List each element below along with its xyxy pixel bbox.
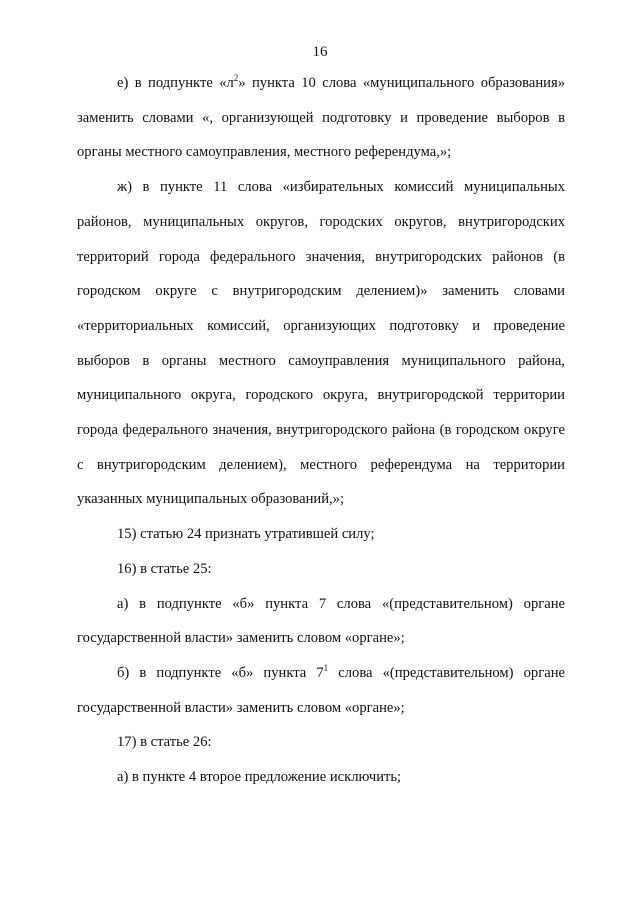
paragraph-e <box>77 66 565 170</box>
paragraph-16: 16) в статье 25: <box>117 560 212 577</box>
paragraph-zh: ж) в пункте 11 слова «избирательных комиссий муниципальных районов, муниципальных округов, городских округов, внутригородских территорий города федерального значения, внутригородских районов (в городском округе с внутригородским делением)» заменить словами «территориальных комиссий, организующих подготовку и проведение выборов в органы местного самоуправления муниципального района, муниципального округа, городского округа, внутригородской территории города федерального значения, внутригородского района (в городском округе с внутригородским делением), местного референдума на территории указанных муниципальных образований,»; <box>77 179 565 508</box>
paragraph-16a: а) в подпункте «б» пункта 7 слова «(представительном) органе государственной власти» заменить словом «органе»; <box>77 595 565 647</box>
paragraph-15: 15) статью 24 признать утратившей силу; <box>117 526 375 543</box>
superscript: 2 <box>233 73 239 83</box>
paragraph-text: » пункта 10 слова «муниципального образования» заменить словами «, организующей подготовку и проведение выборов в органы местного самоуправления, местного референдума,»; <box>77 75 565 161</box>
document-body <box>77 66 565 795</box>
paragraph-text: б) в подпункте «б» пункта 7 <box>117 664 324 681</box>
paragraph-17a: а) в пункте 4 второе предложение исключить; <box>117 769 402 786</box>
paragraph-text: слова «(представительном) органе государственной власти» заменить словом «органе»; <box>77 664 565 716</box>
paragraph-16b <box>77 656 565 725</box>
page-number: 16 <box>312 44 328 60</box>
paragraph-text: е) в подпункте «л <box>117 75 234 91</box>
paragraph-17: 17) в статье 26: <box>117 734 212 751</box>
superscript: 1 <box>323 662 329 673</box>
